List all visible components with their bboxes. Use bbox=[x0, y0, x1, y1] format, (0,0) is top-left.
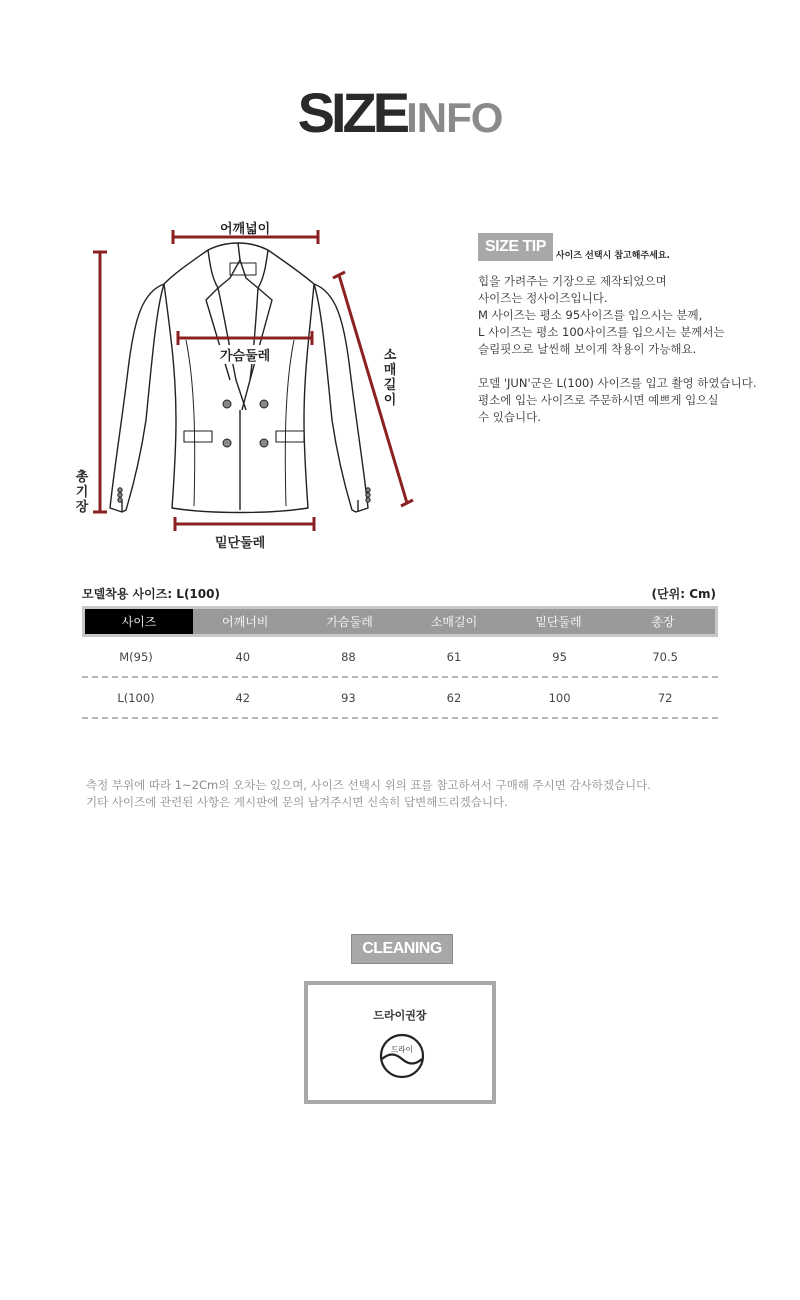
length-label-char: 장 bbox=[75, 500, 89, 515]
table-header-cell: 어깨너비 bbox=[222, 615, 269, 629]
table-cell: 42 bbox=[235, 690, 251, 705]
sleeve-label-char: 매 bbox=[383, 363, 397, 378]
table-header-cell: 사이즈 bbox=[85, 609, 193, 634]
tip-line: 수 있습니다. bbox=[478, 410, 541, 424]
table-header-cell: 가슴둘레 bbox=[326, 615, 373, 629]
tip-line: 모델 'JUN'군은 L(100) 사이즈를 입고 촬영 하였습니다. bbox=[478, 376, 757, 390]
table-cell: 40 bbox=[235, 649, 251, 664]
sleeve-label-char: 이 bbox=[383, 393, 397, 408]
size-info-title bbox=[0, 80, 800, 145]
size-tip bbox=[478, 233, 788, 426]
table-cell: 93 bbox=[341, 690, 356, 705]
size-tip-body bbox=[478, 273, 788, 426]
tip-line: 슬림핏으로 날씬해 보이게 착용이 가능해요. bbox=[478, 342, 697, 356]
length-label-char: 총 bbox=[75, 470, 89, 485]
tip-line: 평소에 입는 사이즈로 주문하시면 예쁘게 입으실 bbox=[478, 393, 719, 407]
dry-clean-icon-text: 드라이 bbox=[391, 1045, 413, 1054]
tip-line: L 사이즈는 평소 100사이즈를 입으시는 분께서는 bbox=[478, 325, 725, 339]
size-notes bbox=[86, 777, 651, 811]
length-label bbox=[75, 470, 89, 515]
table-cell: L(100) bbox=[117, 690, 155, 705]
jacket-sketch bbox=[60, 210, 460, 560]
table-cell: 62 bbox=[446, 690, 462, 705]
dry-clean-icon bbox=[377, 1031, 427, 1081]
jacket-measurement-diagram bbox=[60, 210, 460, 560]
shoulder-label: 어깨넓이 bbox=[220, 222, 271, 237]
tip-line: M 사이즈는 평소 95사이즈를 입으시는 분께, bbox=[478, 308, 703, 322]
length-label-char: 기 bbox=[75, 485, 89, 500]
table-header bbox=[82, 606, 718, 637]
sleeve-label-char: 길 bbox=[383, 378, 397, 393]
title-info: INFO bbox=[406, 94, 503, 141]
table-header-cell: 총장 bbox=[651, 615, 675, 629]
table-cell: 88 bbox=[341, 649, 356, 664]
model-size-text: 모델착용 사이즈: L(100) bbox=[82, 587, 220, 601]
table-cell: 95 bbox=[552, 649, 567, 664]
table-cell: 61 bbox=[446, 649, 462, 664]
table-cell: M(95) bbox=[119, 649, 153, 664]
note-line: 기타 사이즈에 관련된 사항은 게시판에 문의 남겨주시면 신속히 답변해드리겠습니다. bbox=[86, 795, 508, 809]
table-cell: 100 bbox=[548, 690, 571, 705]
cleaning-label: 드라이권장 bbox=[373, 1009, 427, 1022]
chest-label: 가슴둘레 bbox=[218, 345, 272, 364]
table-row bbox=[82, 637, 718, 678]
tip-line: 힙을 가려주는 기장으로 제작되었으며 bbox=[478, 274, 667, 288]
title-size: SIZE bbox=[297, 81, 407, 144]
note-line: 측정 부위에 따라 1~2Cm의 오차는 있으며, 사이즈 선택시 위의 표를 참고하셔서 구매해 주시면 감사하겠습니다. bbox=[86, 778, 651, 792]
table-cell: 72 bbox=[657, 690, 673, 705]
cleaning-box bbox=[304, 981, 496, 1104]
sleeve-label-char: 소 bbox=[383, 348, 397, 363]
cleaning-badge: CLEANING bbox=[351, 934, 453, 964]
table-cell: 70.5 bbox=[652, 649, 678, 664]
size-tip-note: 사이즈 선택시 참고해주세요. bbox=[555, 251, 670, 261]
table-header-cell: 소매길이 bbox=[430, 615, 478, 629]
table-header-cell: 밑단둘레 bbox=[535, 615, 582, 629]
unit-text: (단위: Cm) bbox=[651, 587, 716, 601]
size-tip-badge: SIZE TIP bbox=[478, 233, 553, 261]
tip-line: 사이즈는 정사이즈입니다. bbox=[478, 291, 608, 305]
hem-label: 밑단둘레 bbox=[215, 536, 266, 551]
table-row bbox=[82, 678, 718, 719]
size-table bbox=[82, 606, 718, 719]
sleeve-label bbox=[383, 348, 397, 408]
